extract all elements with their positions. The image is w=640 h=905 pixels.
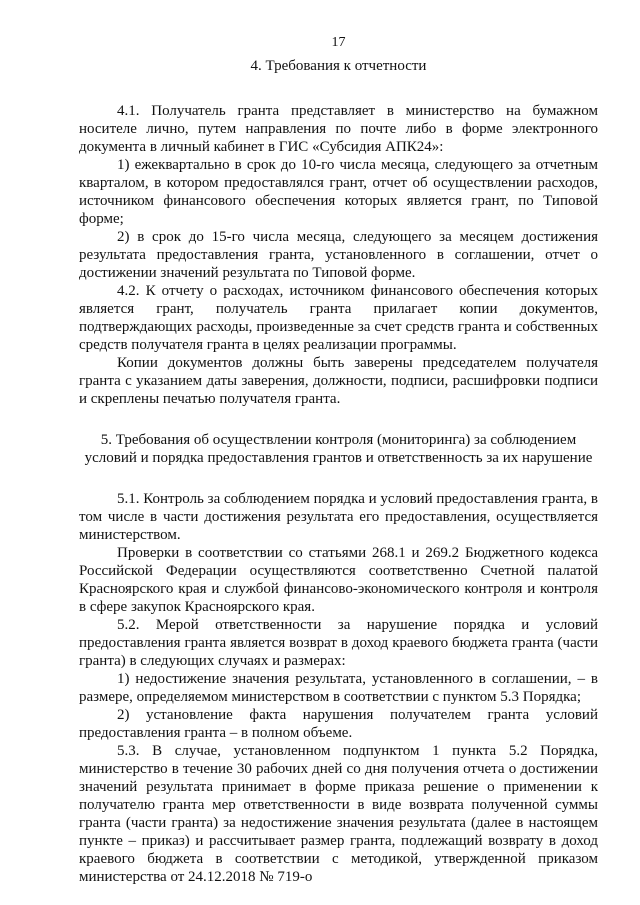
paragraph-5-1: 5.1. Контроль за соблюдением порядка и условий предоставления гранта, в том числе в части достижения результата его предоставления, осуществляется министерством.: [79, 491, 599, 543]
section-5-heading-line-2: условий и порядка предоставления грантов и ответственность за их нарушение: [84, 450, 593, 466]
paragraph-5-2-item-1: 1) недостижение значения результата, установленного в соглашении, – в размере, определяемом министерством в соответствии с пунктом 5.3 Порядка;: [79, 671, 598, 705]
paragraph-4-1-item-1: 1) ежеквартально в срок до 10-го числа месяца, следующего за отчетным кварталом, в котором предоставлялся грант, отчет об осуществлении расходов, источником финансового обеспечения которых является грант, по Типовой форме;: [79, 157, 598, 227]
paragraph-4-1: 4.1. Получатель гранта представляет в министерство на бумажном носителе лично, путем направления по почте либо в форме электронного документа в личный кабинет в ГИС «Субсидия АПК24»:: [79, 103, 598, 155]
section-4-body: [79, 102, 598, 408]
spacer: [79, 408, 598, 431]
paragraph-4-2: 4.2. К отчету о расходах, источником финансового обеспечения которых является грант, получатель гранта прилагает копии документов, подтверждающих расходы, произведенные за счет средств гранта и собственных средств получателя гранта в целях реализации программы.: [79, 283, 598, 353]
paragraph-5-1-inspections: Проверки в соответствии со статьями 268.1 и 269.2 Бюджетного кодекса Российской Федерации осуществляются соответственно Счетной палатой Красноярского края и службой финансово-экономического контроля и контроля в сфере закупок Красноярского края.: [79, 545, 598, 615]
section-5-heading-line-1: 5. Требования об осуществлении контроля (мониторинга) за соблюдением: [100, 432, 577, 448]
section-5-body: [79, 490, 598, 886]
paragraph-5-2-item-2: 2) установление факта нарушения получателем гранта условий предоставления гранта – в полном объеме.: [79, 707, 598, 741]
spacer: [79, 75, 598, 102]
paragraph-4-1-item-2: 2) в срок до 15-го числа месяца, следующего за месяцем достижения результата предоставления гранта, установленного в соглашении, отчет о достижении значений результата по Типовой форме.: [79, 229, 598, 281]
paragraph-5-3: 5.3. В случае, установленном подпунктом 1 пункта 5.2 Порядка, министерство в течение 30 рабочих дней со дня получения отчета о достижении значений результата принимает в форме приказа решение о применении к получателю гранта мер ответственности в виде возврата полученной суммы гранта (части гранта) за недостижение значения результата (далее в настоящем пункте – приказ) и рассчитывает размер гранта, подлежащий возврату в доход краевого бюджета в соответствии с методикой, утвержденной приказом министерства от 24.12.2018 № 719-о: [79, 743, 598, 885]
spacer: [79, 467, 598, 490]
paragraph-5-2: 5.2. Мерой ответственности за нарушение порядка и условий предоставления гранта является возврат в доход краевого бюджета гранта (части гранта) в следующих случаях и размерах:: [79, 617, 598, 669]
page-number: 17: [331, 35, 346, 50]
paragraph-4-2-copies: Копии документов должны быть заверены председателем получателя гранта с указанием даты заверения, должности, подписи, расшифровки подписи и скреплены печатью получателя гранта.: [79, 355, 598, 407]
section-4-heading: 4. Требования к отчетности: [250, 58, 427, 74]
